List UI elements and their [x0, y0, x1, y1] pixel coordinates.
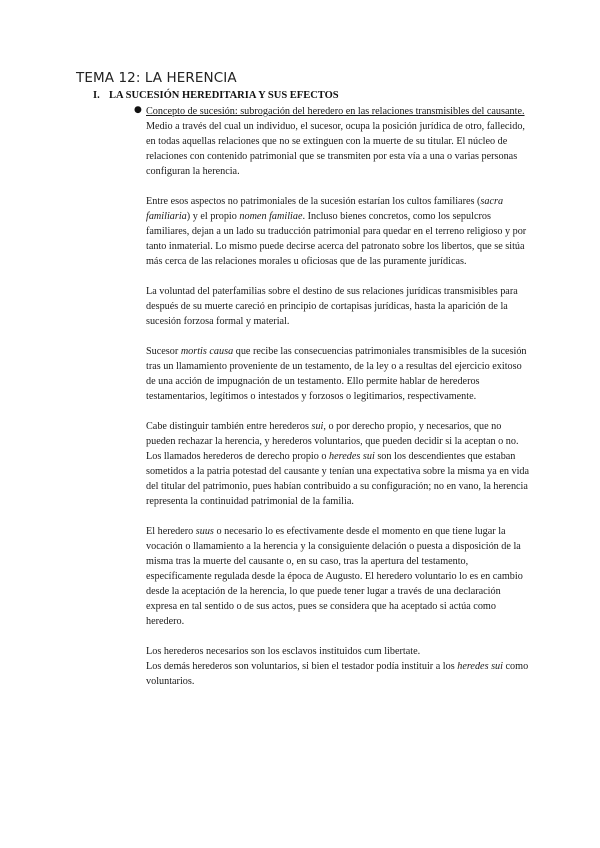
bullet-icon: ● [134, 105, 142, 115]
paragraph-4-text-a: Sucesor [146, 346, 181, 357]
paragraph-8 [146, 659, 531, 689]
paragraph-2-italic-nomen: nomen familiae [239, 211, 303, 222]
paragraph-4-text-b: que recibe las consecuencias patrimoniales transmisibles de la sucesión tras un llamamiento proveniente de un testamento, de la ley o a resultas del ejercicio exitoso de una acción de impugnación de un testamento. Ello permite hablar de herederos testamentarios, legítimos o intestados y forzosos o legitimarios, respectivamente. [146, 346, 527, 402]
paragraph-2-text-c: . Incluso bienes concretos, como los sepulcros familiares, dejan a un lado su traducción patrimonial para quedar en el terreno religioso y por tanto inmaterial. Lo mismo puede decirse acerca del patronato sobre los libertos, que se sitúa más cerca de las relaciones morales u oficiosas que de las puramente jurídicas. [146, 211, 527, 267]
paragraph-6-italic-suus: suus [195, 526, 214, 537]
paragraph-5-text-c: son los descendientes que estaban sometidos a la patria potestad del causante y tenían una expectativa sobre la misma ya en vida del titular del patrimonio, pues habían contribuido a su configuración; no en vano, la herencia representa la continuidad patrimonial de la familia. [146, 451, 530, 507]
paragraph-6-text-a: El heredero [146, 526, 196, 537]
paragraph-6-text-b: o necesario lo es efectivamente desde el momento en que tiene lugar la vocación o llamamiento a la herencia y la consiguiente delación o puesta a disposición de la misma tras la muerte del causante o, en su caso, tras la apertura del testamento, específicamente regulada desde la época de Augusto. El heredero voluntario lo es en cambio desde la aceptación de la herencia, lo que puede tener lugar a través de una declaración expresa en tal sentido o de sus actos, pues se considera que ha aceptado si actúa como heredero. [146, 526, 523, 627]
paragraph-4 [146, 344, 531, 404]
paragraph-3: La voluntad del paterfamilias sobre el destino de sus relaciones jurídicas transmisibles para después de su muerte careció en principio de cortapisas jurídicas, hasta la aparición de la sucesión forzosa formal y material. [146, 286, 518, 327]
body-text [146, 104, 531, 689]
section-heading-text: LA SUCESIÓN HEREDITARIA Y SUS EFECTOS [109, 90, 339, 101]
paragraph-5-italic-heredes-sui: heredes sui [329, 451, 375, 462]
paragraph-8-text-b: como voluntarios. [146, 661, 529, 687]
concept-bullet-text: Concepto de sucesión: subrogación del heredero en las relaciones transmisibles del causante. [146, 106, 525, 117]
paragraph-2-text-b: ) y el propio [186, 211, 240, 222]
paragraph-5-text-b: , o por derecho propio, y necesarios, que no pueden rechazar la herencia, y herederos voluntarios, que pueden decidir si la aceptan o no. Los llamados herederos de derecho propio o [146, 421, 519, 462]
paragraph-2-italic-sacra: sacra familiaria [146, 196, 504, 222]
section-number: I. [93, 90, 100, 101]
paragraph-6 [146, 524, 531, 629]
paragraph-8-text-a: Los demás herederos son voluntarios, si bien el testador podía instituir a los [146, 661, 458, 672]
paragraph-7: Los herederos necesarios son los esclavos instituidos cum libertate. [146, 646, 421, 657]
paragraph-5 [146, 419, 531, 509]
section-heading [93, 90, 339, 101]
paragraph-2 [146, 194, 531, 269]
paragraph-5-italic-sui: sui [311, 421, 324, 432]
paragraph-2-text-a: Entre esos aspectos no patrimoniales de la sucesión estarían los cultos familiares ( [146, 196, 481, 207]
page-title: TEMA 12: LA HERENCIA [76, 70, 237, 86]
paragraph-1: Medio a través del cual un individuo, el sucesor, ocupa la posición jurídica de otro, fallecido, en todas aquellas relaciones que no se extinguen con la muerte de su titular. El núcleo de relaciones con contenido patrimonial que se transmiten por esta vía a una o varias personas configuran la herencia. [146, 121, 525, 177]
paragraph-8-italic-heredes-sui: heredes sui [457, 661, 503, 672]
paragraph-5-text-a: Cabe distinguir también entre herederos [146, 421, 312, 432]
paragraph-4-italic-mortis: mortis causa [180, 346, 234, 357]
